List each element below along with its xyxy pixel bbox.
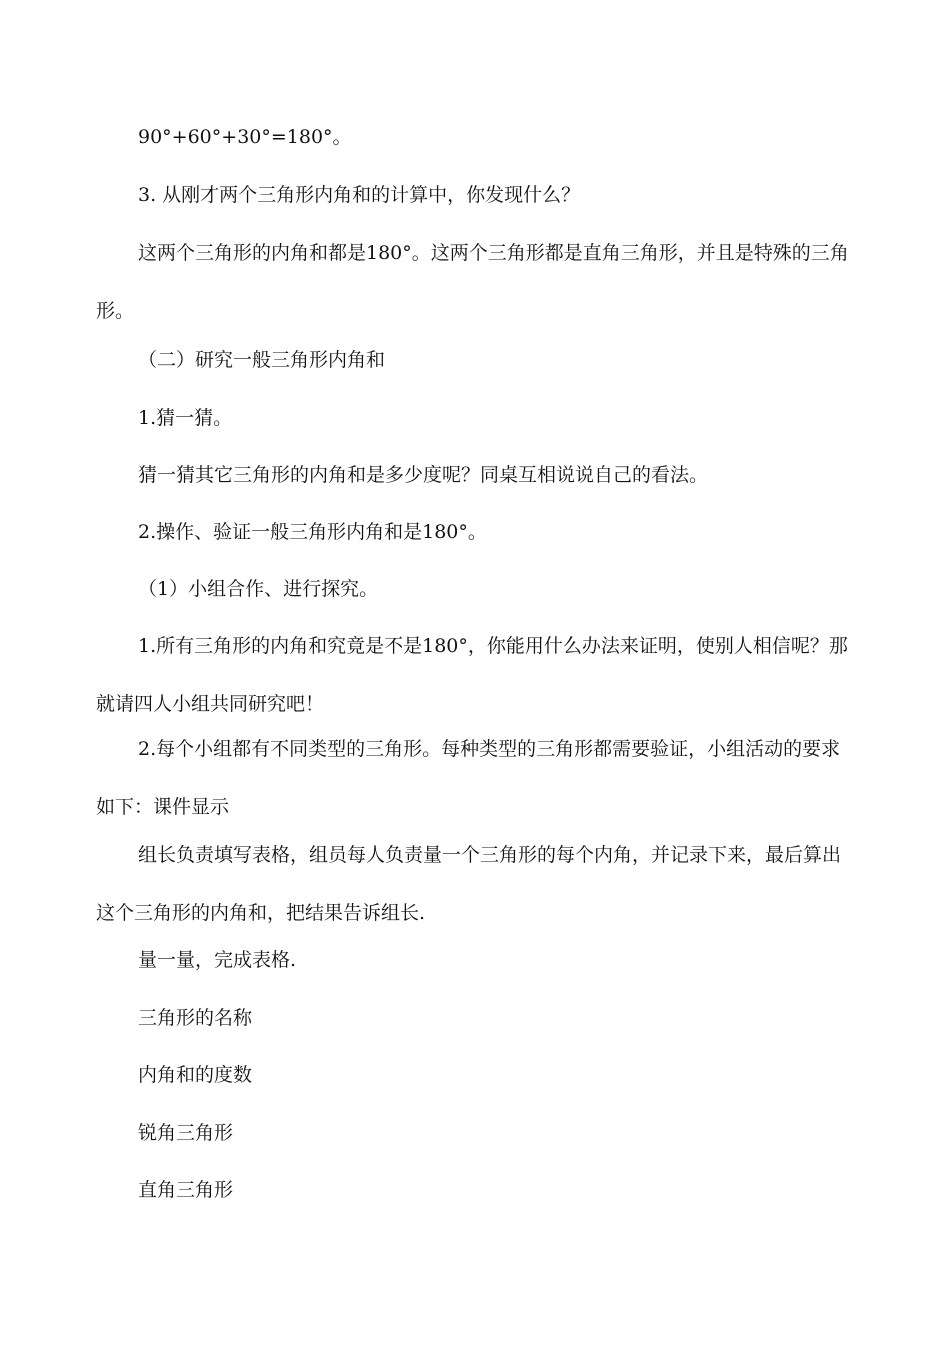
- equation-line: 90°+60°+30°=180°。: [138, 126, 352, 148]
- question-3: 3. 从刚才两个三角形内角和的计算中，你发现什么？: [138, 184, 581, 206]
- guess-paragraph: 猜一猜其它三角形的内角和是多少度呢？同桌互相说说自己的看法。: [138, 464, 709, 486]
- leader-task-paragraph: 组长负责填写表格，组员每人负责量一个三角形的每个内角，并记录下来，最后算出这个三角形的内角和，把结果告诉组长.: [96, 844, 842, 924]
- table-row-acute: 锐角三角形: [138, 1122, 234, 1144]
- table-header-name: 三角形的名称: [138, 1007, 253, 1029]
- table-header-degree: 内角和的度数: [138, 1064, 253, 1086]
- finding-paragraph: 这两个三角形的内角和都是180°。这两个三角形都是直角三角形，并且是特殊的三角形。: [96, 242, 849, 322]
- group-work-heading: （1）小组合作、进行探究。: [138, 578, 379, 600]
- section-heading: （二）研究一般三角形内角和: [138, 349, 386, 371]
- table-row-right: 直角三角形: [138, 1179, 234, 1201]
- measure-instruction: 量一量，完成表格.: [138, 949, 297, 971]
- prove-paragraph: 1.所有三角形的内角和究竟是不是180°，你能用什么办法来证明，使别人相信呢？那就请四人小组共同研究吧！: [96, 635, 848, 715]
- step-guess-heading: 1.猜一猜。: [138, 407, 233, 429]
- group-types-paragraph: 2.每个小组都有不同类型的三角形。每种类型的三角形都需要验证，小组活动的要求如下：课件显示: [96, 738, 841, 818]
- step-verify-heading: 2.操作、验证一般三角形内角和是180°。: [138, 521, 487, 543]
